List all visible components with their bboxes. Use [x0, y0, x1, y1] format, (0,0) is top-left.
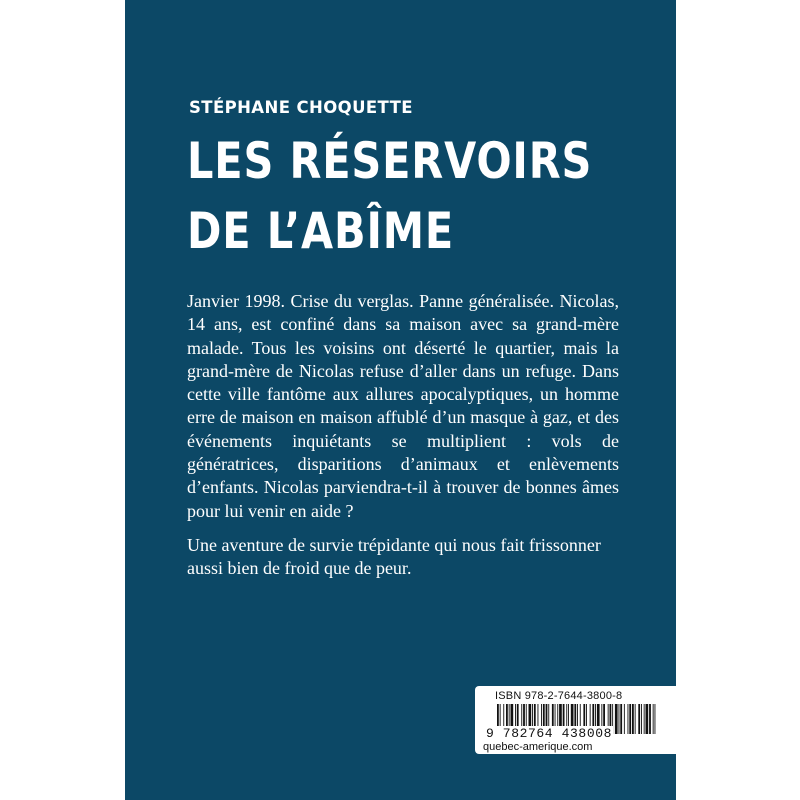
title-line-1: LES RÉSERVOIRS: [187, 132, 593, 190]
barcode-bar: [632, 704, 634, 734]
back-cover-blurb: [187, 290, 619, 581]
title-line-2: DE L’ABÎME: [187, 202, 455, 260]
barcode-bar: [628, 704, 629, 734]
barcode-number: 9 782764 438008: [486, 726, 613, 741]
blurb-paragraph-1: Janvier 1998. Crise du verglas. Panne généralisée. Nicolas, 14 ans, est confiné dans sa maison avec sa grand-mère malade. Tous les voisins ont déserté le quartier, mais la grand-mère de Nicolas refuse d’aller dans un refuge. Dans cette ville fantôme aux allures apocalyptiques, un homme erre de maison en maison affublé d’un masque à gaz, et des événements inquiétants se multiplient : vols de génératrices, disparitions d’animaux et enlèvements d’enfants. Nicolas parviendra-t-il à trouver de bonnes âmes pour lui venir en aide ?: [187, 291, 619, 521]
barcode-bar: [644, 704, 645, 734]
barcode-bar: [649, 704, 651, 734]
book-title: [187, 126, 592, 266]
blurb-paragraph-2: Une aventure de survie trépidante qui nous fait frissonner aussi bien de froid que de peur.: [187, 534, 601, 579]
barcode-bar: [635, 704, 636, 734]
isbn-label: ISBN 978-2-7644-3800-8: [495, 690, 623, 702]
barcode-bar: [641, 704, 642, 734]
barcode-bar: [655, 704, 656, 734]
barcode-bar: [638, 704, 640, 734]
barcode-panel: [475, 686, 676, 754]
barcode-bar: [629, 704, 631, 734]
barcode-bar: [619, 704, 620, 734]
barcode-bar: [620, 704, 622, 734]
back-cover: [125, 0, 676, 800]
barcode-bar: [653, 704, 654, 734]
barcode-bar: [624, 704, 625, 734]
publisher-website: quebec-amerique.com: [483, 741, 593, 753]
author-name: STÉPHANE CHOQUETTE: [189, 98, 413, 117]
barcode-bar: [615, 704, 618, 734]
barcode-bar: [646, 704, 649, 734]
